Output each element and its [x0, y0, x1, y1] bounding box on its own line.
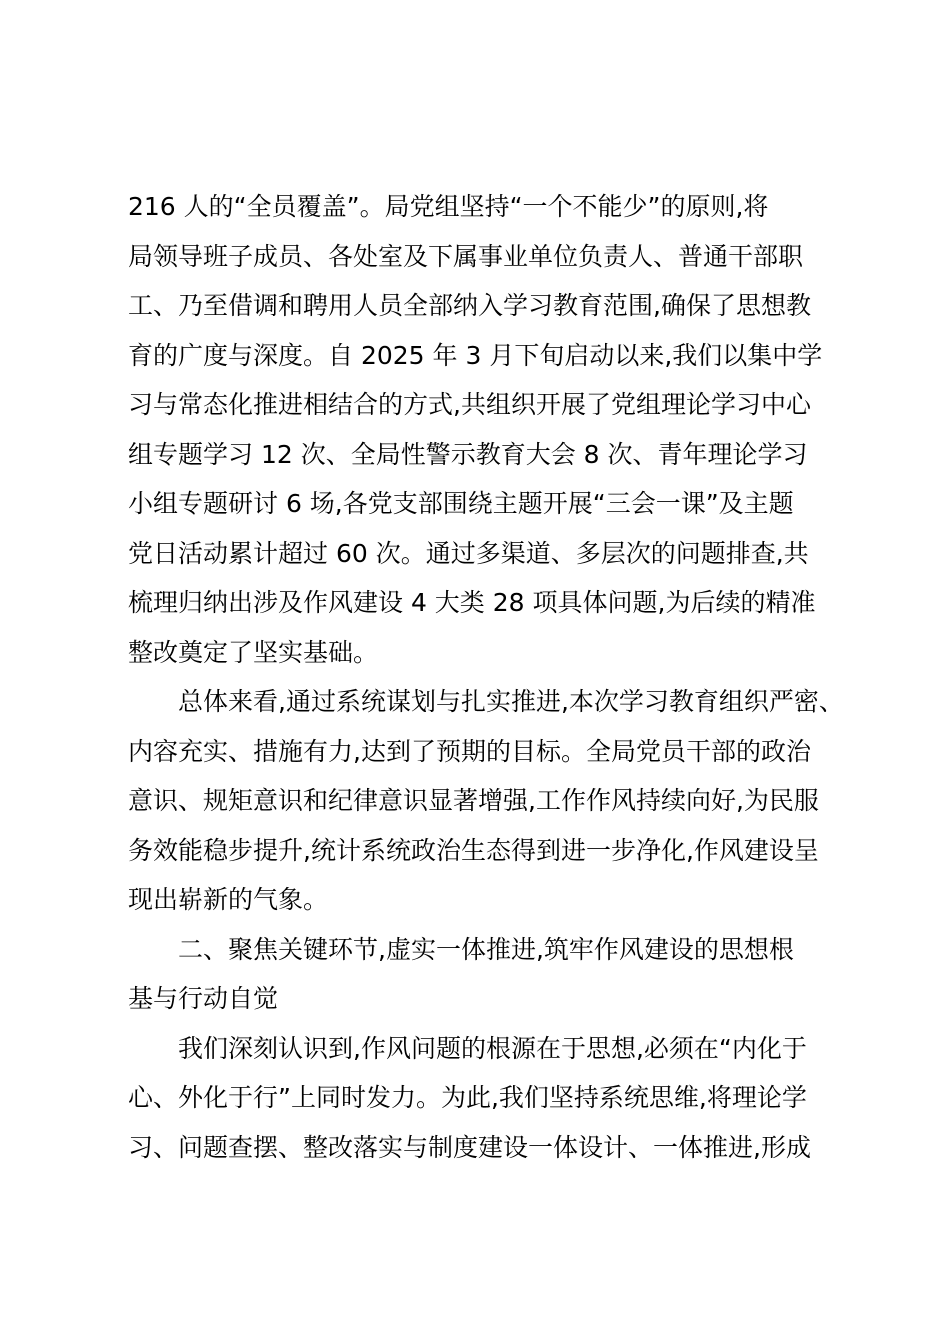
text-line: 意识、规矩意识和纪律意识显著增强,工作作风持续向好,为民服 [128, 786, 819, 815]
text-line: 内容充实、措施有力,达到了预期的目标。全局党员干部的政治 [128, 736, 811, 766]
text-line: 局领导班子成员、各处室及下属事业单位负责人、普通干部职 [128, 241, 804, 271]
text-line: 梳理归纳出涉及作风建设 4 大类 28 项具体问题,为后续的精准 [128, 588, 816, 617]
text-line: 216 人的“全员覆盖”。局党组坚持“一个不能少”的原则,将 [128, 192, 769, 221]
text-line: 习、问题查摆、整改落实与制度建设一体设计、一体推进,形成 [128, 1132, 811, 1162]
text-line: 习与常态化推进相结合的方式,共组织开展了党组理论学习中心 [128, 390, 811, 419]
text-line: 我们深刻认识到,作风问题的根源在于思想,必须在“内化于 [178, 1033, 807, 1063]
text-line: 小组专题研讨 6 场,各党支部围绕主题开展“三会一课”及主题 [128, 489, 794, 518]
text-line: 整改奠定了坚实基础。 [128, 637, 379, 667]
text-line: 总体来看,通过系统谋划与扎实推进,本次学习教育组织严密、 [178, 687, 844, 716]
text-line: 育的广度与深度。自 2025 年 3 月下旬启动以来,我们以集中学 [128, 340, 823, 370]
heading-line: 二、聚焦关键环节,虚实一体推进,筑牢作风建设的思想根 [178, 934, 794, 964]
paragraph-intro [128, 1024, 832, 1173]
heading-line: 基与行动自觉 [128, 984, 279, 1013]
document-body [128, 182, 844, 1172]
text-line: 务效能稳步提升,统计系统政治生态得到进一步净化,作风建设呈 [128, 835, 819, 865]
text-line: 党日活动累计超过 60 次。通过多渠道、多层次的问题排查,共 [128, 538, 809, 568]
paragraph-continued [128, 182, 832, 677]
text-line: 心、外化于行”上同时发力。为此,我们坚持系统思维,将理论学 [128, 1083, 807, 1112]
text-line: 组专题学习 12 次、全局性警示教育大会 8 次、青年理论学习 [128, 439, 808, 469]
section-heading [128, 925, 832, 1024]
text-line: 工、乃至借调和聘用人员全部纳入学习教育范围,确保了思想教 [128, 291, 811, 320]
text-line: 现出崭新的气象。 [128, 885, 329, 914]
paragraph-summary [128, 677, 844, 925]
